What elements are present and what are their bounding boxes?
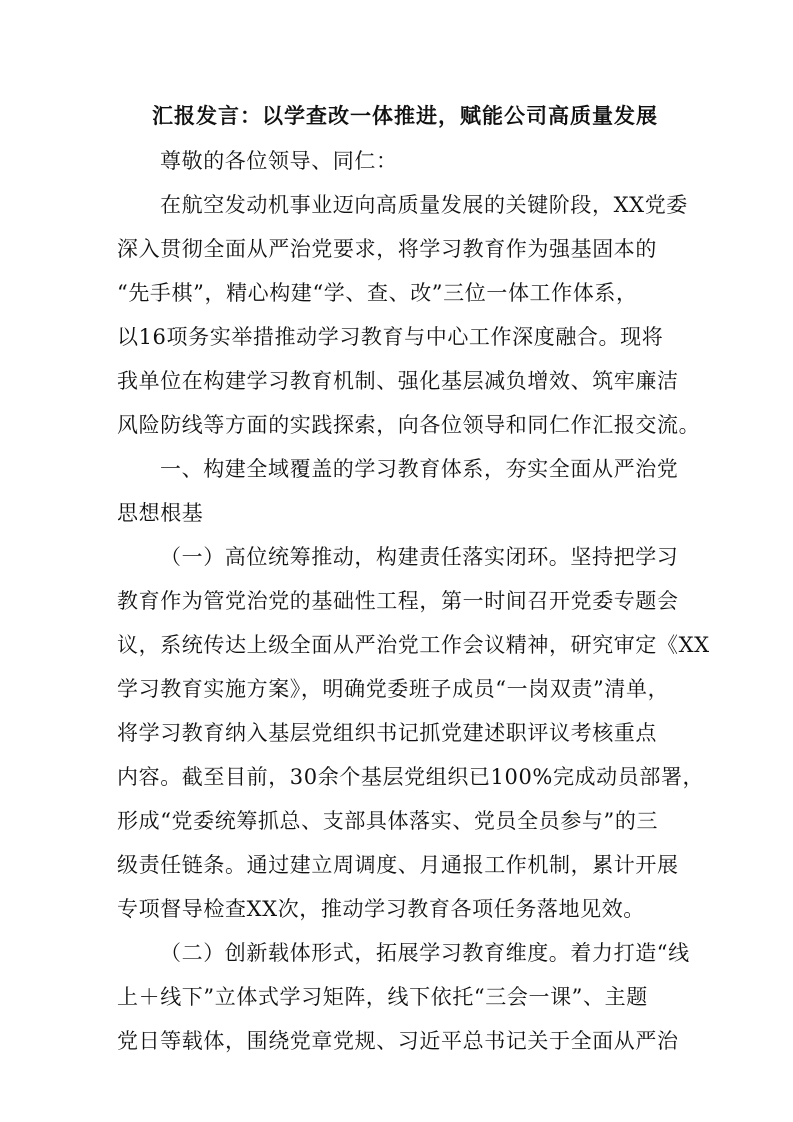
intro-line-3: “先手棋”，精心构建“学、查、改”三位一体工作体系， [117, 281, 638, 305]
document-title: 汇报发言：以学查改一体推进，赋能公司高质量发展 [152, 103, 658, 128]
item-1-line-3: 议，系统传达上级全面从严治党工作会议精神，研究审定《XX [117, 633, 710, 657]
intro-line-4: 以16项务实举措推动学习教育与中心工作深度融合。现将 [117, 325, 664, 349]
greeting-line: 尊敬的各位领导、同仁： [160, 149, 398, 173]
item-2-line-2: 上＋线下”立体式学习矩阵，线下依托“三会一课”、主题 [117, 985, 648, 1009]
item-1-line-7: 形成“党委统筹抓总、支部具体落实、党员全员参与”的三 [117, 809, 659, 833]
intro-line-6: 风险防线等方面的实践探索，向各位领导和同仁作汇报交流。 [117, 413, 701, 437]
item-1-line-1: （一）高位统筹推动，构建责任落实闭环。坚持把学习 [160, 545, 679, 569]
item-2-line-1: （二）创新载体形式，拓展学习教育维度。着力打造“线 [160, 941, 690, 965]
item-1-line-5: 将学习教育纳入基层党组织书记抓党建述职评议考核重点 [117, 721, 657, 745]
item-1-line-9: 专项督导检查XX次，推动学习教育各项任务落地见效。 [117, 897, 645, 921]
item-2-line-3: 党日等载体，围绕党章党规、习近平总书记关于全面从严治 [117, 1029, 679, 1053]
intro-line-2: 深入贯彻全面从严治党要求，将学习教育作为强基固本的 [117, 237, 657, 261]
intro-line-5: 我单位在构建学习教育机制、强化基层减负增效、筑牢廉洁 [117, 369, 679, 393]
section-1-heading-line-1: 一、构建全域覆盖的学习教育体系，夯实全面从严治党 [160, 457, 679, 481]
item-1-line-4: 学习教育实施方案》，明确党委班子成员“一岗双责”清单， [117, 677, 670, 701]
section-1-heading-line-2: 思想根基 [117, 501, 204, 525]
item-1-line-8: 级责任链条。通过建立周调度、月通报工作机制，累计开展 [117, 853, 679, 877]
item-1-line-6: 内容。截至目前，30余个基层党组织已100%完成动员部署， [117, 765, 705, 789]
intro-line-1: 在航空发动机事业迈向高质量发展的关键阶段，XX党委 [160, 193, 688, 217]
item-1-line-2: 教育作为管党治党的基础性工程，第一时间召开党委专题会 [117, 589, 679, 613]
